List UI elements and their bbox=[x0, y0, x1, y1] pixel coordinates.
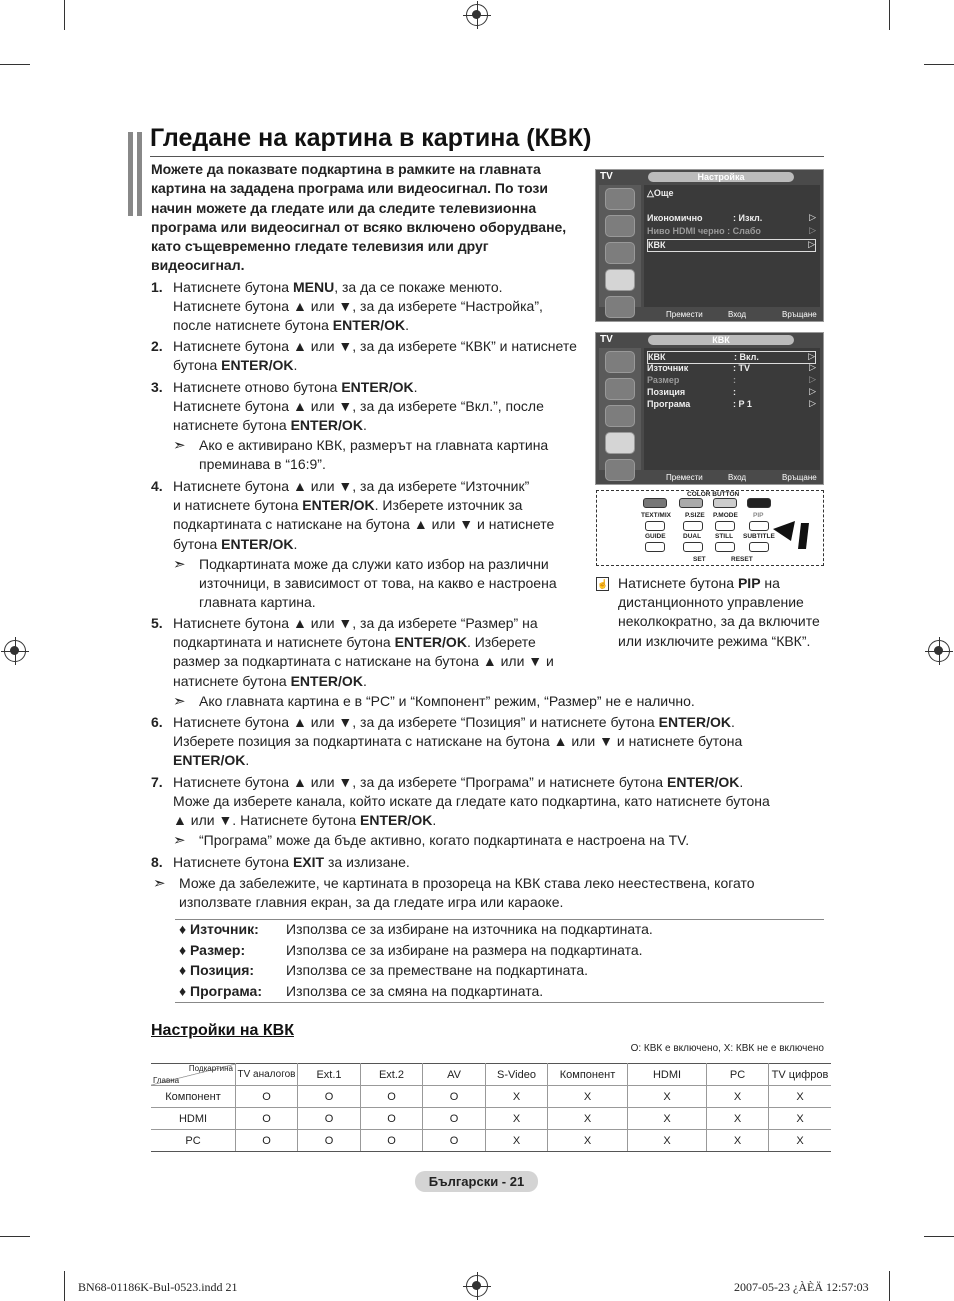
note-text: Може да забележите, че картината в прозореца на КВК става леко неестествена, когато използвате главния екран, за да гледате игра или караоке. bbox=[179, 875, 755, 911]
setup-icon bbox=[605, 269, 635, 291]
menu-row-label: Позиция bbox=[647, 387, 686, 397]
step-number: 3. bbox=[151, 379, 163, 395]
green-button bbox=[679, 498, 703, 508]
table-cell: O bbox=[423, 1086, 486, 1108]
right-triangle-icon: ▷ bbox=[809, 374, 816, 384]
right-triangle-icon: ▷ bbox=[809, 362, 816, 372]
right-triangle-icon: ▷ bbox=[809, 398, 816, 408]
table-cell: O bbox=[236, 1086, 298, 1108]
pip-note-text: Натиснете бутона PIP на дистанционното управление неколкократно, за да включите или изключите режима “КВК”. bbox=[618, 575, 820, 649]
table-cell: O bbox=[298, 1086, 361, 1108]
hand-icon: ☝ bbox=[597, 579, 609, 589]
menu-row-label: △Още bbox=[647, 188, 674, 198]
subtitle-button bbox=[749, 542, 769, 552]
menu-row-label: Икономично bbox=[647, 213, 703, 223]
step-text: Натиснете бутона EXIT за излизане. bbox=[173, 854, 410, 870]
remote-label: P.SIZE bbox=[685, 512, 705, 519]
definition-term: ♦ Размер: bbox=[179, 941, 246, 958]
table-column-header: Ext.2 bbox=[361, 1064, 423, 1086]
remote-label: SUBTITLE bbox=[743, 533, 775, 540]
menu-row-value: : bbox=[733, 375, 736, 385]
menu-sidebar bbox=[599, 185, 641, 307]
footer-move: Премести bbox=[666, 310, 703, 319]
remote-control-illustration bbox=[596, 490, 824, 566]
crop-mark bbox=[0, 64, 30, 65]
menu-row[interactable] bbox=[647, 226, 816, 237]
table-cell: O bbox=[236, 1130, 298, 1152]
color-button-label: COLOR BUTTON bbox=[687, 491, 740, 498]
section-subheading: Настройки на КВК bbox=[151, 1022, 294, 1039]
footer-date: 2007-05-23 ¿ÀÈÄ 12:57:03 bbox=[734, 1280, 869, 1294]
table-cell: X bbox=[548, 1086, 628, 1108]
table-cell: X bbox=[707, 1130, 769, 1152]
table-row-label: HDMI bbox=[151, 1108, 236, 1130]
table-cell: O bbox=[361, 1108, 423, 1130]
note-text: Подкартината може да служи като избор на различни източници, в зависимост от това, на какво е настроена главната картина. bbox=[199, 556, 557, 611]
note-arrow-icon: ➣ bbox=[173, 437, 186, 454]
definition-term: ♦ Позиция: bbox=[179, 962, 255, 978]
step-6 bbox=[151, 713, 914, 771]
definition-row bbox=[175, 961, 824, 982]
guide-button bbox=[645, 542, 665, 552]
table-row-label: PC bbox=[151, 1130, 236, 1152]
pip-button bbox=[749, 521, 769, 531]
channel-icon bbox=[605, 242, 635, 264]
step-text: Натиснете бутона ▲ или ▼, за да изберете “Програма” и натиснете бутона ENTER/OK. Може да изберете канала, който искате да гледате като подкартина, като натиснете бутона ▲ или ▼. Натиснете бутона ENTER/OK. bbox=[173, 774, 770, 829]
step-text: Натиснете бутона ▲ или ▼, за да изберете “КВК” и натиснете бутона ENTER/OK. bbox=[173, 338, 577, 374]
menu-row-label: Ниво HDMI черно : Слабо bbox=[647, 226, 761, 236]
right-triangle-icon: ▷ bbox=[809, 225, 816, 235]
blue-button bbox=[747, 498, 771, 508]
dual-button bbox=[683, 542, 703, 552]
menu-footer bbox=[644, 472, 820, 483]
table-cell: X bbox=[769, 1108, 832, 1130]
table-row bbox=[151, 1130, 831, 1152]
picture-icon bbox=[605, 188, 635, 210]
pip-label: PIP bbox=[753, 512, 764, 519]
registration-mark-icon bbox=[466, 4, 488, 26]
tv-menu-pip bbox=[595, 332, 824, 485]
footer-enter: Вход bbox=[728, 473, 747, 482]
remote-label: GUIDE bbox=[645, 533, 666, 540]
table-column-header: HDMI bbox=[628, 1064, 707, 1086]
channel-icon bbox=[605, 405, 635, 427]
remote-label: RESET bbox=[731, 556, 753, 563]
tv-label: TV bbox=[600, 171, 613, 182]
step-8 bbox=[151, 853, 914, 872]
table-cell: O bbox=[361, 1130, 423, 1152]
menu-row-value: : Изкл. bbox=[733, 213, 763, 223]
table-cell: X bbox=[548, 1130, 628, 1152]
title-rule bbox=[150, 156, 824, 157]
menu-header: КВК bbox=[648, 335, 794, 345]
note-text: “Програма” може да бъде активно, когато подкартината е настроена на TV. bbox=[199, 832, 690, 848]
definition-row bbox=[175, 920, 824, 941]
corner-label-main: Главна bbox=[153, 1076, 180, 1085]
table-column-header: Компонент bbox=[548, 1064, 628, 1086]
menu-row-label: Размер bbox=[647, 375, 680, 385]
definition-term: ♦ Програма: bbox=[179, 982, 262, 999]
step-text: Натиснете бутона ▲ или ▼, за да изберете “Размер” на подкартината и натиснете бутона ENTER/OK. Изберете размер за подкартината с натискане на бутона ▲ или ▼ и натиснете бутона ENTER/OK. bbox=[173, 615, 554, 689]
note-step-5 bbox=[173, 692, 914, 711]
note-step-7 bbox=[173, 831, 914, 850]
note-arrow-icon: ➣ bbox=[173, 832, 186, 849]
title-accent-bar bbox=[137, 132, 142, 216]
still-button bbox=[715, 542, 735, 552]
crop-mark bbox=[64, 0, 65, 30]
table-cell: X bbox=[628, 1086, 707, 1108]
table-cell: O bbox=[236, 1108, 298, 1130]
crop-mark bbox=[924, 64, 954, 65]
footer-back: Връщане bbox=[782, 310, 817, 319]
table-column-header: S-Video bbox=[486, 1064, 548, 1086]
registration-mark-icon bbox=[466, 1275, 488, 1297]
table-cell: X bbox=[486, 1108, 548, 1130]
note-arrow-icon: ➣ bbox=[173, 556, 186, 573]
input-icon bbox=[605, 296, 635, 318]
intro-paragraph: Можете да показвате подкартина в рамките на главната картина на зададена програма или видеосигнал. По този начин можете да гледате или да следите телевизионна програма или видеосигнал от всяко включено оборудване, като същевременно гледате телевизия или друг видеосигнал. bbox=[151, 161, 567, 274]
menu-sidebar bbox=[599, 348, 641, 470]
menu-row[interactable] bbox=[647, 188, 816, 199]
footer-enter: Вход bbox=[728, 310, 747, 319]
crop-mark bbox=[0, 1236, 30, 1237]
p-size-button bbox=[683, 521, 703, 531]
step-text: Натиснете бутона ▲ или ▼, за да изберете “Източник” и натиснете бутона ENTER/OK. Изберете източник за подкартината с натискане на бутона ▲ или ▼ и натиснете бутона ENTER/OK. bbox=[173, 478, 555, 552]
table-row bbox=[151, 1108, 831, 1130]
menu-row-value: : Вкл. bbox=[734, 352, 759, 362]
registration-mark-icon bbox=[928, 640, 950, 662]
registration-mark-icon bbox=[4, 640, 26, 662]
definition-text: Използва се за избиране на размера на подкартината. bbox=[286, 941, 643, 958]
menu-row[interactable] bbox=[647, 363, 816, 374]
table-corner-cell bbox=[151, 1064, 236, 1086]
remote-label: TEXT/MIX bbox=[641, 512, 671, 519]
table-cell: X bbox=[707, 1086, 769, 1108]
table-column-header: TV цифров bbox=[769, 1064, 832, 1086]
definition-term: ♦ Източник: bbox=[179, 921, 259, 937]
pip-compatibility-table bbox=[151, 1063, 831, 1152]
tv-menu-setup bbox=[595, 169, 824, 322]
step-number: 4. bbox=[151, 478, 163, 494]
menu-row[interactable] bbox=[647, 399, 816, 410]
note-arrow-icon: ➣ bbox=[173, 693, 186, 710]
title-accent-bar bbox=[128, 132, 133, 216]
note-text: Ако главната картина е в “PC” и “Компонент” режим, “Размер” не е налично. bbox=[199, 693, 695, 709]
step-number: 5. bbox=[151, 615, 163, 631]
table-cell: O bbox=[361, 1086, 423, 1108]
definition-text: Използва се за избиране на източника на подкартината. bbox=[286, 921, 653, 937]
yellow-button bbox=[713, 498, 737, 508]
table-cell: X bbox=[548, 1108, 628, 1130]
menu-row-value: : P 1 bbox=[733, 399, 752, 409]
menu-panel bbox=[644, 348, 820, 470]
definitions-table bbox=[175, 919, 824, 1003]
corner-label-sub: Подкартина bbox=[188, 1064, 233, 1073]
right-triangle-icon: ▷ bbox=[809, 386, 816, 396]
table-legend: O: КВК е включено, X: КВК не е включено bbox=[630, 1043, 824, 1054]
step-number: 8. bbox=[151, 854, 163, 870]
table-cell: X bbox=[628, 1108, 707, 1130]
menu-header: Настройка bbox=[648, 172, 794, 182]
table-cell: O bbox=[423, 1130, 486, 1152]
remote-label: DUAL bbox=[683, 533, 702, 540]
p-mode-button bbox=[715, 521, 735, 531]
sound-icon bbox=[605, 215, 635, 237]
table-row bbox=[151, 1086, 831, 1108]
table-header-row bbox=[151, 1064, 831, 1086]
definition-row bbox=[175, 982, 824, 1003]
final-note bbox=[153, 874, 914, 912]
step-number: 1. bbox=[151, 279, 163, 295]
sound-icon bbox=[605, 378, 635, 400]
menu-row-label: КВК bbox=[648, 352, 666, 362]
pointer-arrow-icon bbox=[773, 519, 815, 553]
right-triangle-icon: ▷ bbox=[808, 351, 815, 361]
menu-row-label: КВК bbox=[648, 240, 666, 250]
definition-row bbox=[175, 941, 824, 962]
note-text: Ако е активирано КВК, размерът на главната картина преминава в “16:9”. bbox=[199, 437, 549, 473]
definition-text: Използва се за преместване на подкартината. bbox=[286, 962, 589, 978]
menu-row[interactable] bbox=[647, 213, 816, 224]
table-cell: O bbox=[298, 1108, 361, 1130]
picture-icon bbox=[605, 351, 635, 373]
table-cell: X bbox=[769, 1130, 832, 1152]
step-text: Натиснете бутона MENU, за да се покаже менюто. Натиснете бутона ▲ или ▼, за да изберете “Настройка”, после натиснете бутона ENTER/OK. bbox=[173, 279, 543, 334]
table-cell: X bbox=[628, 1130, 707, 1152]
text-mix-button bbox=[645, 521, 665, 531]
step-number: 2. bbox=[151, 338, 163, 354]
table-column-header: AV bbox=[423, 1064, 486, 1086]
tv-label: TV bbox=[600, 334, 613, 345]
footer-move: Премести bbox=[666, 473, 703, 482]
crop-mark bbox=[64, 1271, 65, 1301]
table-cell: X bbox=[769, 1086, 832, 1108]
menu-row-value: : bbox=[733, 387, 736, 397]
step-number: 6. bbox=[151, 714, 163, 730]
footer-back: Връщане bbox=[782, 473, 817, 482]
crop-mark bbox=[889, 0, 890, 30]
table-column-header: TV аналогов bbox=[236, 1064, 298, 1086]
remote-label: STILL bbox=[715, 533, 734, 540]
remote-label: P.MODE bbox=[713, 512, 738, 519]
input-icon bbox=[605, 459, 635, 481]
table-cell: X bbox=[486, 1130, 548, 1152]
table-column-header: Ext.1 bbox=[298, 1064, 361, 1086]
definition-text: Използва се за смяна на подкартината. bbox=[286, 982, 544, 999]
menu-row[interactable] bbox=[647, 387, 816, 398]
table-cell: O bbox=[298, 1130, 361, 1152]
step-text: Натиснете отново бутона ENTER/OK. Натиснете бутона ▲ или ▼, за да изберете “Вкл.”, после натиснете бутона ENTER/OK. bbox=[173, 379, 544, 434]
setup-icon bbox=[605, 432, 635, 454]
step-number: 7. bbox=[151, 774, 163, 790]
menu-panel bbox=[644, 185, 820, 307]
page-number-badge: Български - 21 bbox=[415, 1171, 538, 1192]
footer-file: BN68-01186K-Bul-0523.indd 21 bbox=[78, 1280, 238, 1294]
pip-note bbox=[596, 574, 826, 651]
right-triangle-icon: ▷ bbox=[808, 239, 815, 249]
red-button bbox=[643, 498, 667, 508]
table-cell: X bbox=[707, 1108, 769, 1130]
table-cell: O bbox=[423, 1108, 486, 1130]
menu-row[interactable] bbox=[647, 375, 816, 386]
menu-footer bbox=[644, 309, 820, 320]
note-arrow-icon: ➣ bbox=[153, 875, 166, 892]
menu-row-label: Програма bbox=[647, 399, 691, 409]
right-triangle-icon: ▷ bbox=[809, 212, 816, 222]
table-row-label: Компонент bbox=[151, 1086, 236, 1108]
menu-row-label: Източник bbox=[647, 363, 689, 373]
menu-row-value: : TV bbox=[733, 363, 750, 373]
remote-label: SET bbox=[693, 556, 706, 563]
crop-mark bbox=[924, 1236, 954, 1237]
table-column-header: PC bbox=[707, 1064, 769, 1086]
step-7 bbox=[151, 773, 914, 831]
crop-mark bbox=[889, 1271, 890, 1301]
menu-row[interactable] bbox=[647, 239, 816, 252]
table-cell: X bbox=[486, 1086, 548, 1108]
page-title: Гледане на картина в картина (КВК) bbox=[150, 124, 592, 152]
step-text: Натиснете бутона ▲ или ▼, за да изберете “Позиция” и натиснете бутона ENTER/OK. Изберете позиция за подкартината с натискане на бутона ▲ или ▼ и натиснете бутона ENTER/OK. bbox=[173, 714, 743, 769]
